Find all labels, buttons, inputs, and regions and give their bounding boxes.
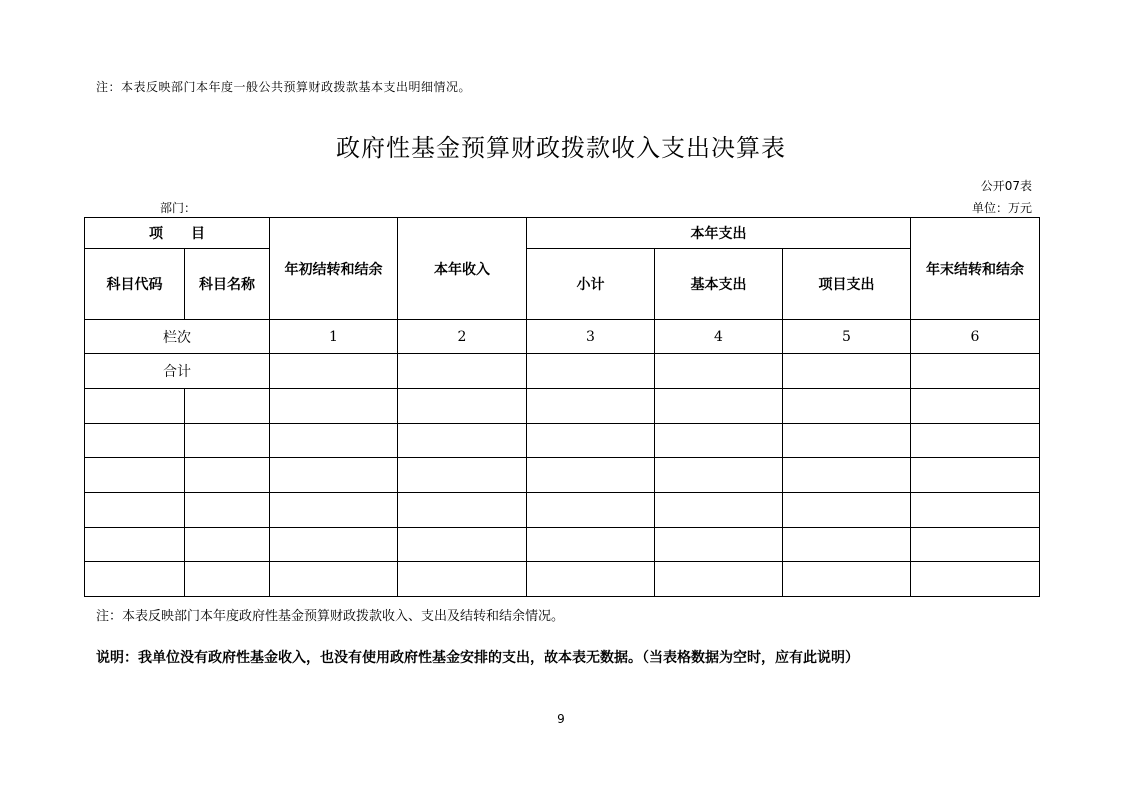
header-current-expense: 本年支出 xyxy=(527,218,911,249)
table-cell xyxy=(398,562,527,597)
table-cell xyxy=(911,458,1040,493)
column-number: 2 xyxy=(398,320,527,354)
header-item: 项 目 xyxy=(85,218,270,249)
table-cell xyxy=(270,493,398,528)
table-cell xyxy=(911,528,1040,562)
total-row xyxy=(85,354,1040,389)
column-number: 3 xyxy=(527,320,655,354)
table-cell xyxy=(655,528,783,562)
table-cell xyxy=(527,458,655,493)
table-cell xyxy=(783,528,911,562)
table-cell xyxy=(85,562,185,597)
table-cell xyxy=(911,424,1040,458)
table-cell xyxy=(783,562,911,597)
table-cell xyxy=(783,424,911,458)
table-cell xyxy=(185,562,270,597)
table-cell xyxy=(85,424,185,458)
column-row-label: 栏次 xyxy=(85,320,270,354)
table-cell xyxy=(270,458,398,493)
table-row xyxy=(85,458,1040,493)
table-cell xyxy=(783,354,911,389)
header-subject-name: 科目名称 xyxy=(185,249,270,320)
page-number: 9 xyxy=(557,712,565,726)
table-cell xyxy=(270,562,398,597)
header-basic-expense: 基本支出 xyxy=(655,249,783,320)
table-cell xyxy=(185,424,270,458)
column-number: 1 xyxy=(270,320,398,354)
table-cell xyxy=(185,528,270,562)
column-number-row xyxy=(85,320,1040,354)
top-note: 注：本表反映部门本年度一般公共预算财政拨款基本支出明细情况。 xyxy=(96,80,472,94)
column-number: 6 xyxy=(911,320,1040,354)
total-label: 合计 xyxy=(85,354,270,389)
table-cell xyxy=(398,528,527,562)
table-cell xyxy=(655,458,783,493)
header-current-income: 本年收入 xyxy=(398,218,527,320)
table-cell xyxy=(911,562,1040,597)
table-cell xyxy=(911,493,1040,528)
header-subtotal: 小计 xyxy=(527,249,655,320)
table-cell xyxy=(527,493,655,528)
unit-label: 单位：万元 xyxy=(971,201,1032,215)
table-cell xyxy=(398,493,527,528)
table-cell xyxy=(185,493,270,528)
page-title: 政府性基金预算财政拨款收入支出决算表 xyxy=(336,134,786,162)
table-cell xyxy=(783,389,911,424)
header-project-expense: 项目支出 xyxy=(783,249,911,320)
table-cell xyxy=(398,354,527,389)
table-cell xyxy=(527,562,655,597)
table-cell xyxy=(783,493,911,528)
table-cell xyxy=(655,389,783,424)
table-cell xyxy=(85,389,185,424)
table-cell xyxy=(655,562,783,597)
table-cell xyxy=(783,458,911,493)
department-label: 部门： xyxy=(160,201,197,215)
table-cell xyxy=(398,424,527,458)
remark: 说明：我单位没有政府性基金收入，也没有使用政府性基金安排的支出，故本表无数据。（当表格数据为空时，应有此说明） xyxy=(96,650,859,666)
header-row-1 xyxy=(85,218,1040,249)
header-row-2 xyxy=(85,249,1040,320)
table-cell xyxy=(527,354,655,389)
table-cell xyxy=(85,493,185,528)
header-subject-code: 科目代码 xyxy=(85,249,185,320)
table-row xyxy=(85,389,1040,424)
header-closing-balance: 年末结转和结余 xyxy=(911,218,1040,320)
table-cell xyxy=(527,424,655,458)
header-opening-balance: 年初结转和结余 xyxy=(270,218,398,320)
table-cell xyxy=(655,493,783,528)
table-row xyxy=(85,493,1040,528)
table-cell xyxy=(527,528,655,562)
table-cell xyxy=(655,424,783,458)
table-cell xyxy=(655,354,783,389)
table-cell xyxy=(398,458,527,493)
fund-table xyxy=(84,217,1040,597)
table-cell xyxy=(911,354,1040,389)
table-cell xyxy=(270,389,398,424)
table-row xyxy=(85,528,1040,562)
form-number: 公开07表 xyxy=(980,179,1032,193)
column-number: 5 xyxy=(783,320,911,354)
table-cell xyxy=(270,528,398,562)
table-cell xyxy=(270,424,398,458)
table-cell xyxy=(185,389,270,424)
bottom-note: 注：本表反映部门本年度政府性基金预算财政拨款收入、支出及结转和结余情况。 xyxy=(96,609,565,624)
column-number: 4 xyxy=(655,320,783,354)
table-row xyxy=(85,424,1040,458)
table-cell xyxy=(398,389,527,424)
table-cell xyxy=(185,458,270,493)
table-cell xyxy=(85,528,185,562)
table-cell xyxy=(911,389,1040,424)
table-cell xyxy=(527,389,655,424)
table-row xyxy=(85,562,1040,597)
table-cell xyxy=(270,354,398,389)
table-cell xyxy=(85,458,185,493)
